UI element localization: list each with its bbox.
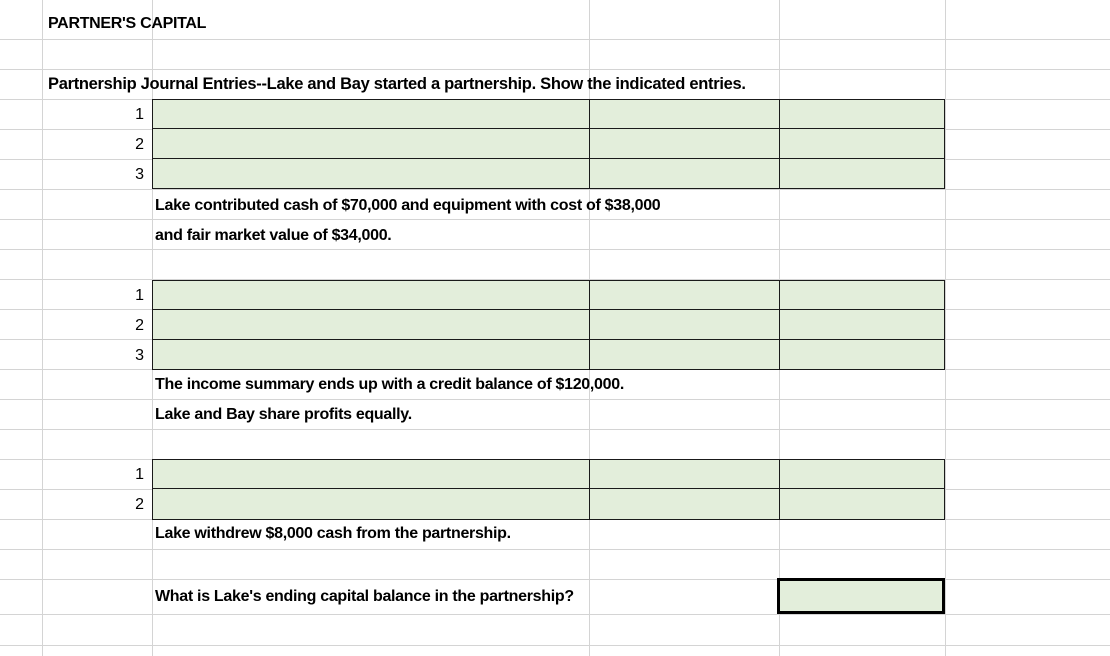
credit-input[interactable]: [779, 339, 945, 370]
debit-input[interactable]: [589, 309, 780, 340]
entry-description-line: Lake withdrew $8,000 cash from the partnership.: [155, 525, 511, 542]
row-number: 3: [135, 347, 144, 364]
credit-input[interactable]: [779, 128, 945, 159]
credit-input[interactable]: [779, 309, 945, 340]
debit-input[interactable]: [589, 459, 780, 489]
credit-input[interactable]: [779, 280, 945, 310]
account-input[interactable]: [152, 488, 590, 520]
credit-input[interactable]: [779, 99, 945, 129]
row-number: 2: [135, 136, 144, 153]
account-input[interactable]: [152, 280, 590, 310]
account-input[interactable]: [152, 339, 590, 370]
entry-description-line: Lake and Bay share profits equally.: [155, 406, 412, 423]
account-input[interactable]: [152, 309, 590, 340]
account-input[interactable]: [152, 128, 590, 159]
credit-input[interactable]: [779, 459, 945, 489]
sheet-title: PARTNER'S CAPITAL: [48, 15, 207, 32]
debit-input[interactable]: [589, 158, 780, 189]
debit-input[interactable]: [589, 339, 780, 370]
row-number: 2: [135, 496, 144, 513]
debit-input[interactable]: [589, 280, 780, 310]
entry-description-line: and fair market value of $34,000.: [155, 227, 392, 244]
account-input[interactable]: [152, 99, 590, 129]
entry-description-line: The income summary ends up with a credit balance of $120,000.: [155, 376, 624, 393]
row-number: 1: [135, 466, 144, 483]
debit-input[interactable]: [589, 99, 780, 129]
credit-input[interactable]: [779, 488, 945, 520]
debit-input[interactable]: [589, 488, 780, 520]
question-text: What is Lake's ending capital balance in the partnership?: [155, 588, 574, 605]
row-number: 3: [135, 166, 144, 183]
account-input[interactable]: [152, 158, 590, 189]
row-number: 1: [135, 106, 144, 123]
row-number: 2: [135, 317, 144, 334]
answer-input[interactable]: [777, 578, 945, 614]
row-number: 1: [135, 287, 144, 304]
entry-description-line: Lake contributed cash of $70,000 and equipment with cost of $38,000: [155, 197, 661, 214]
debit-input[interactable]: [589, 128, 780, 159]
credit-input[interactable]: [779, 158, 945, 189]
instructions-text: Partnership Journal Entries--Lake and Bay started a partnership. Show the indicated entries.: [48, 75, 746, 93]
account-input[interactable]: [152, 459, 590, 489]
